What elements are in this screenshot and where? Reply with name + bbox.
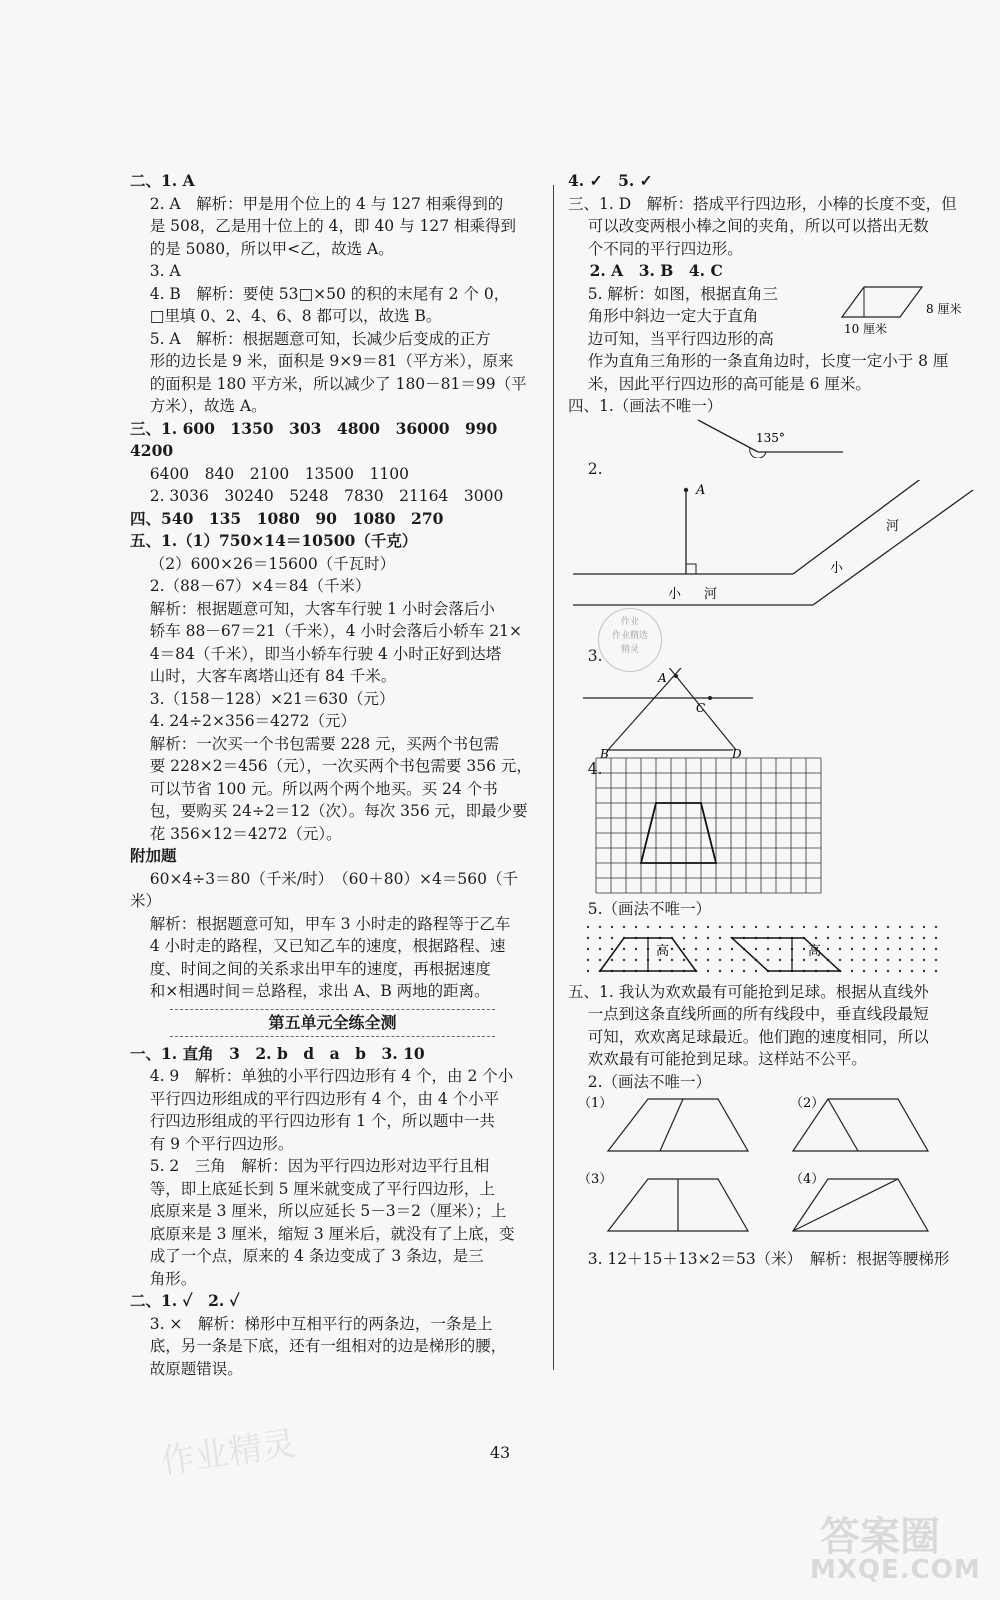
grid-dot [779,925,781,927]
answer-line: 3. 12＋15＋13×2＝53（米） 解析：根据等腰梯形 [568,1250,950,1268]
grid-dot [719,958,721,960]
grid-dot [899,925,901,927]
grid-dot [671,947,673,949]
watermark-url: MXQE.COM [810,1555,981,1585]
answer-line: 5. 解析：如图，根据直角三 [568,284,778,303]
left-answer-lines [130,170,535,1003]
answer-line: 角形中斜边一定大于直角 [568,307,759,325]
grid-dot [827,947,829,949]
river-label: 小 [830,561,844,576]
grid-dot [611,936,613,938]
grid-dot [839,958,841,960]
answer-line: 二、1. A [130,171,195,190]
right-column [568,170,978,1271]
left-column [130,170,535,1380]
grid-dot [635,925,637,927]
angle-figure [568,418,978,458]
answer-line: 一、1. 直角 3 2. b d a b 3. 10 [130,1043,425,1063]
answer-line: 2. A 解析：甲是用个位上的 4 与 127 相乘得到的 [130,194,504,213]
grid-dot [827,936,829,938]
answer-line: 山时，大客车离塔山还有 84 千米。 [130,667,397,685]
grid-dot [683,947,685,949]
label-10cm: 10 厘米 [844,321,888,336]
answer-line: 4. ✓ 5. ✓ [568,171,653,190]
answer-line: 方米），故选 A。 [130,397,267,415]
answer-line: 边可知，当平行四边形的高 [568,329,774,348]
grid-dot [899,958,901,960]
grid-dot [863,958,865,960]
answer-line: 可知，欢欢离足球最近。他们跑的速度相同，所以 [568,1027,929,1046]
grid-dot [935,947,937,949]
grid-dot [695,958,697,960]
grid-trapezoid-figure [594,756,854,896]
grid-dot [851,947,853,949]
grid-dot [707,969,709,971]
parallelogram-figure [830,281,970,337]
answer-line: 4. 24÷2×356＝4272（元） [130,712,357,730]
grid-dot [863,936,865,938]
grid-dot [707,947,709,949]
answer-line: 一点到这条直线所画的所有线段中，垂直线段最短 [568,1005,929,1023]
grid-dot [911,969,913,971]
grid-dot [683,958,685,960]
grid-dot [887,958,889,960]
point-b-label: B [600,746,609,758]
answer-line: 底，另一条是下底，还有一组相对的边是梯形的腰， [130,1337,507,1355]
grid-dot [887,969,889,971]
grid-dot [899,947,901,949]
answer-line: 5. A 解析：根据题意可知，长减少后变成的正方 [130,329,491,348]
grid-dot [875,936,877,938]
answer-line: 4. B 解析：要使 53□×50 的积的末尾有 2 个 0， [130,284,510,303]
river-label: 河 [886,519,900,534]
answer-line: 花 356×12＝4272（元）。 [130,824,342,843]
grid-dot [935,925,937,927]
answer-line: 5.（画法不唯一） [568,900,712,918]
grid-dot [923,925,925,927]
answer-line: 4. 9 解析：单独的小平行四边形有 4 个，由 2 个小 [130,1067,514,1085]
figure-number: （4） [790,1172,825,1187]
answer-line: 轿车 88－67＝21（千米），4 小时会落后小轿车 21× [130,622,522,640]
grid-dot [587,947,589,949]
answer-line: 三、1. D 解析：搭成平行四边形，小棒的长度不变，但 [568,194,957,213]
grid-dot [623,925,625,927]
grid-dot [851,969,853,971]
answer-line: 的是 5080，所以甲<乙，故选 A。 [130,239,394,258]
answer-line: □里填 0、2、4、6、8 都可以，故选 B。 [130,307,442,325]
grid-dot [695,936,697,938]
grid-dot [803,947,805,949]
grid-dot [767,925,769,927]
grid-dot [599,947,601,949]
answer-line: 4. [568,759,603,778]
grid-dot [887,947,889,949]
section-title: 第五单元全练全测 [170,1009,495,1037]
grid-dot [815,958,817,960]
answer-line: 3. [568,647,603,665]
answer-line: 可以节省 100 元。所以两个两个地买。买 24 个书 [130,779,498,798]
grid-dot [911,925,913,927]
answer-line: 欢欢最有可能抢到足球。这样站不公平。 [568,1050,867,1068]
grid-dot [755,969,757,971]
grid-dot [671,958,673,960]
grid-dot [803,925,805,927]
answer-line: 是 508，乙是用十位上的 4，即 40 与 127 相乘得到 [130,217,517,235]
answer-line: 5. 2 三角 解析：因为平行四边形对边平行且相 [130,1157,490,1175]
grid-dot [923,958,925,960]
grid-dot [719,947,721,949]
grid-dot [755,925,757,927]
answer-line: 底原来是 3 厘米，所以应延长 5－3＝2（厘米）；上 [130,1202,507,1220]
grid-dot [707,925,709,927]
angle-label: 135° [756,430,785,445]
q4-block [568,758,978,781]
answer-line: 2.（画法不唯一） [568,1072,712,1091]
answer-line: 有 9 个平行四边形。 [130,1134,294,1153]
grid-dot [707,936,709,938]
grid-dot [587,925,589,927]
grid-dot [899,969,901,971]
answer-line: 平行四边形组成的平行四边形有 4 个，由 4 个小平 [130,1089,500,1108]
grid-dot [839,936,841,938]
answer-line: 可以改变两根小棒之间的夹角，所以可以搭出无数 [568,217,929,235]
grid-dot [839,925,841,927]
answer-line: 包，要购买 24÷2＝12（次）。每次 356 元，即最少要 [130,802,528,820]
grid-dot [851,925,853,927]
point-d-label: D [732,746,742,758]
grid-dot [827,925,829,927]
dot-grid-figure [568,921,978,981]
answer-line: 度、时间之间的关系求出甲车的速度，再根据速度 [130,959,491,978]
answer-line: 形的边长是 9 米，面积是 9×9＝81（平方米），原来 [130,352,514,370]
grid-dot [935,969,937,971]
trapezoid-division-figure [568,1093,978,1248]
answer-line: 2. [568,459,603,478]
grid-dot [815,936,817,938]
grid-dot [611,925,613,927]
answer-line: 底原来是 3 厘米，缩短 3 厘米后，就没有了上底，变 [130,1224,515,1243]
grid-dot [911,947,913,949]
grid-dot [707,958,709,960]
point-c-label: C [696,700,706,715]
answer-line: 2.（88－67）×4＝84（千米） [130,577,371,595]
answer-line: 角形。 [130,1269,197,1288]
grid-dot [719,925,721,927]
answer-line: 2. A 3. B 4. C [568,261,723,280]
grid-dot [875,947,877,949]
grid-dot [719,969,721,971]
grid-dot [683,925,685,927]
grid-dot [935,958,937,960]
point-a-label: A [658,670,667,685]
grid-dot [875,925,877,927]
answer-line: 行四边形组成的平行四边形有 1 个，所以题中一共 [130,1112,495,1130]
answer-line: 米，因此平行四边形的高可能是 6 厘米。 [568,374,871,393]
parallelogram-shape [732,938,840,971]
stamp-text: 作业 [620,617,639,627]
answer-line: 解析：根据题意可知，甲车 3 小时走的路程等于乙车 [130,914,511,933]
answer-line: 6400 840 2100 13500 1100 [130,464,409,483]
grid-dot [851,958,853,960]
grid-dot [899,936,901,938]
height-label: 高 [656,943,670,959]
grid-dot [839,947,841,949]
grid-dot [611,958,613,960]
grid-dot [887,936,889,938]
grid-dot [623,947,625,949]
answer-line: 和×相遇时间＝总路程，求出 A、B 两地的距离。 [130,982,490,1000]
grid-dot [863,969,865,971]
grid-dot [935,936,937,938]
grid-dot [635,947,637,949]
grid-dot [743,925,745,927]
grid-dot [851,936,853,938]
answer-line: 五、1.（1）750×14＝10500（千克） [130,531,418,550]
grid-dot [803,958,805,960]
point-a-label: A [696,483,706,498]
height-label: 高 [808,943,822,959]
grid-dot [587,969,589,971]
answer-line: 3.（158－128）×21＝630（元） [130,689,395,708]
grid-dot [875,969,877,971]
grid-dot [923,947,925,949]
answer-line: 故原题错误。 [130,1359,243,1378]
column-divider [553,185,554,1370]
grid-dot [635,958,637,960]
answer-line: 3. × 解析：梯形中互相平行的两条边，一条是上 [130,1314,493,1333]
grid-dot [767,958,769,960]
grid-dot [923,936,925,938]
grid-dot [755,947,757,949]
grid-dot [731,958,733,960]
grid-dot [599,958,601,960]
answer-line: 三、1. 600 1350 303 4800 36000 990 4200 [130,418,513,460]
grid-dot [863,947,865,949]
figure-number: （2） [790,1096,825,1111]
stamp [598,608,662,672]
watermark-logo: 答案圈 [820,1514,940,1560]
grid-dot [923,969,925,971]
grid-dot [887,925,889,927]
grid-dot [623,958,625,960]
grid-dot [731,947,733,949]
grid-dot [911,958,913,960]
answer-line: 3. A [130,262,181,280]
grid-dot [611,947,613,949]
watermark-text: 作业精灵 [158,1423,299,1483]
q5-block [568,283,978,351]
grid-dot [659,958,661,960]
answer-line: 60×4÷3＝80（千米/时） （60＋80）×4＝560（千米） [130,869,518,910]
grid-dot [791,925,793,927]
answer-line: 个不同的平行四边形。 [568,239,743,258]
answer-line: 4＝84（千米），即当小轿车行驶 4 小时正好到达塔 [130,644,502,663]
answer-line: 解析：一次买一个书包需要 228 元，买两个书包需 [130,734,500,753]
left-answer-lines-2 [130,1043,535,1381]
answer-line: 的面积是 180 平方米，所以减少了 180－81＝99（平 [130,374,527,393]
grid-dot [719,936,721,938]
grid-dot [695,947,697,949]
figure-number: （1） [578,1096,613,1111]
grid-dot [587,958,589,960]
grid-dot [587,936,589,938]
grid-dot [767,947,769,949]
grid-dot [863,925,865,927]
answer-line: 成了一个点，原来的 4 条边变成了 3 条边，是三 [130,1247,484,1265]
answer-line: 五、1. 我认为欢欢最有可能抢到足球。根据从直线外 [568,982,929,1001]
grid-dot [599,936,601,938]
river-label: 小 [668,587,682,602]
answer-line: 要 228×2＝456（元），一次买两个书包需要 356 元， [130,757,532,775]
grid-dot [911,936,913,938]
triangle-figure [568,668,978,758]
grid-dot [743,969,745,971]
answer-line: 等，即上底延长到 5 厘米就变成了平行四边形，上 [130,1179,495,1198]
answer-line: 二、1. ✓ 2. ✓ [130,1291,240,1310]
grid-dot [659,925,661,927]
grid-dot [779,947,781,949]
answer-line: 解析：根据题意可知，大客车行驶 1 小时会落后小 [130,599,495,618]
figure-number: （3） [578,1172,613,1187]
grid-dot [599,925,601,927]
river-label: 河 [704,587,718,602]
grid-dot [743,958,745,960]
answer-line: 附加题 [130,846,177,865]
grid-dot [683,936,685,938]
label-8cm: 8 厘米 [926,301,962,316]
grid-dot [731,969,733,971]
grid-dot [695,925,697,927]
grid-dot [647,925,649,927]
grid-dot [779,958,781,960]
stamp-text: 作业精选 [611,631,648,641]
answer-line: 四、1.（画法不唯一） [568,397,723,415]
answer-line: 2. 3036 30240 5248 7830 21164 3000 [130,487,504,505]
grid-dot [731,925,733,927]
answer-line: 四、540 135 1080 90 1080 270 [130,508,444,528]
answer-line: 4 小时走的路程，又已知乙车的速度，根据路程、速 [130,937,506,955]
stamp-text: 精灵 [620,645,639,655]
page-number: 43 [489,1443,511,1462]
grid-dot [815,925,817,927]
answer-line: 作为直角三角形的一条直角边时，长度一定小于 8 厘 [568,352,949,370]
answer-line: （2）600×26＝15600（千瓦时） [130,554,396,573]
grid-dot [875,958,877,960]
grid-dot [671,925,673,927]
